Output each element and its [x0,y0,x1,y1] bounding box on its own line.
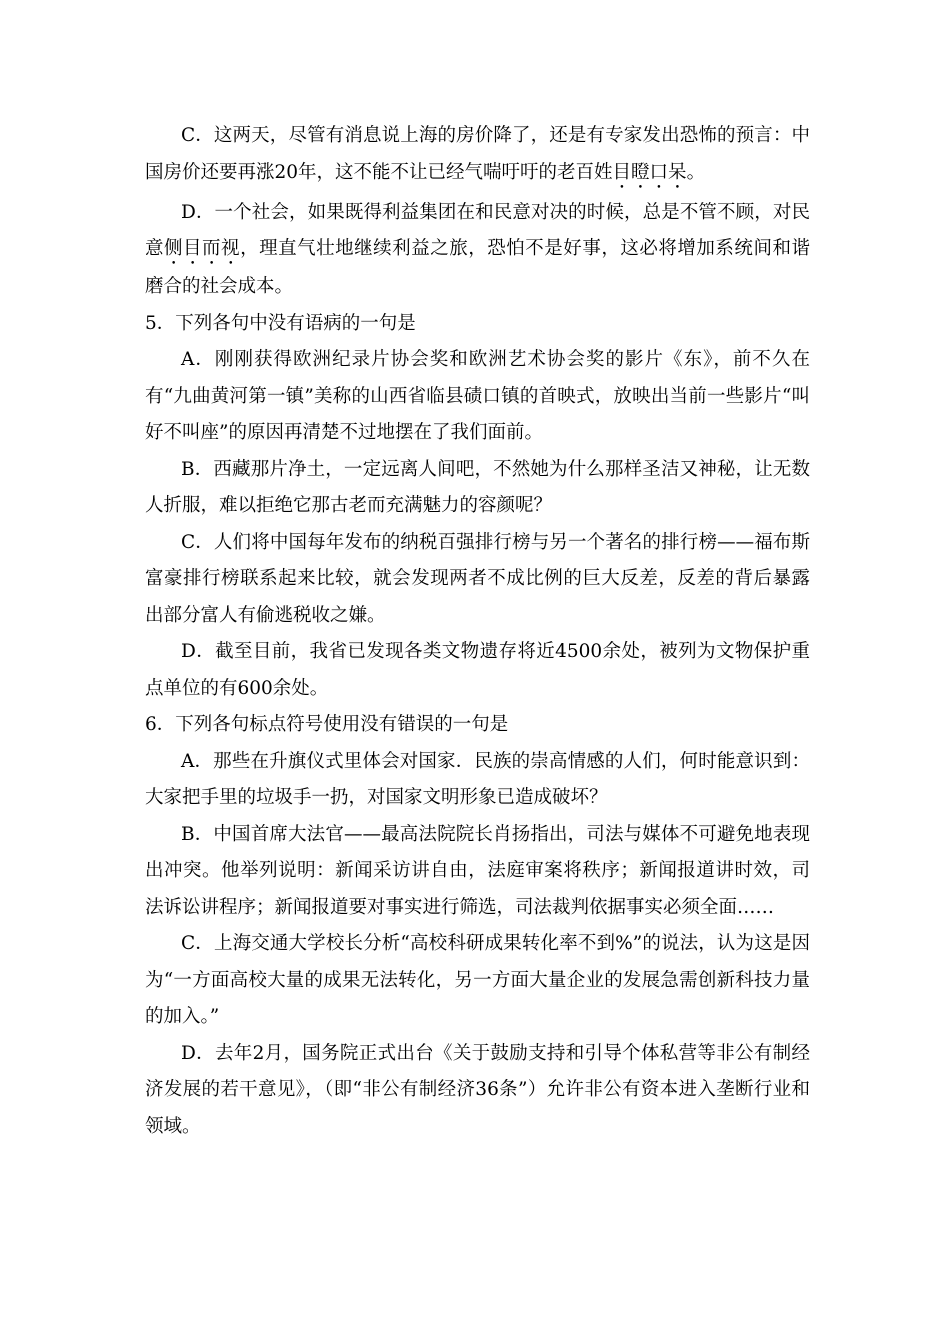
q4-option-c [145,118,810,193]
q5-option-a: A．刚刚获得欧洲纪录片协会奖和欧洲艺术协会奖的影片《东》，前不久在有“九曲黄河第一镇”美称的山西省临县碛口镇的首映式，放映出当前一些影片“叫好不叫座”的原因再清楚不过地摆在了我们面前。 [145,349,810,443]
q4-option-c-emphasized-idiom: 目瞪口呆 [612,161,687,183]
q6-option-d: D．去年2月，国务院正式出台《关于鼓励支持和引导个体私营等非公有制经济发展的若干意见》，（即“非公有制经济36条”）允许非公有资本进入垄断行业和领域。 [145,1042,810,1137]
q4-option-d-end: ，理直气壮地继续利益之旅，恐怕不是好事，这必将增加系统间和谐磨合的社会成本。 [145,238,810,297]
q4-option-c-text: C．这两天，尽管有消息说上海的房价降了，还是有专家发出恐怖的预言：中国房价还要再涨20年，这不能不让已经气喘吁吁的老百姓 [145,125,810,183]
q6-option-c: C．上海交通大学校长分析“高校科研成果转化率不到%”的说法，认为这是因为“一方面高校大量的成果无法转化，另一方面大量企业的发展急需创新科技力量的加入。” [145,933,810,1027]
q5-option-b: B．西藏那片净土，一定远离人间吧，不然她为什么那样圣洁又神秘，让无数人折服，难以拒绝它那古老而充满魅力的容颜呢？ [145,458,810,516]
q6-option-b: B．中国首席大法官——最高法院院长肖扬指出，司法与媒体不可避免地表现出冲突。他举列说明：新闻采访讲自由，法庭审案将秩序；新闻报道讲时效，司法诉讼讲程序；新闻报道要对事实进行筛选，司法裁判依据事实必须全面…… [145,823,810,918]
q5-option-d: D．截至目前，我省已发现各类文物遗存将近4500余处，被列为文物保护重点单位的有600余处。 [145,641,810,699]
q5-option-c: C．人们将中国每年发布的纳税百强排行榜与另一个著名的排行榜——福布斯富豪排行榜联系起来比较，就会发现两者不成比例的巨大反差，反差的背后暴露出部分富人有偷逃税收之嫌。 [145,531,810,626]
q4-option-c-end: 。 [686,161,706,183]
q6-option-a: A．那些在升旗仪式里体会对国家．民族的崇高情感的人们，何时能意识到：大家把手里的垃圾手一扔，对国家文明形象已造成破坏？ [145,750,810,808]
q4-option-d-emphasized-idiom: 侧目而视 [164,238,241,259]
q4-option-d [145,195,810,306]
q5-stem: 5．下列各句中没有语病的一句是 [145,312,416,334]
q6-stem: 6．下列各句标点符号使用没有错误的一句是 [145,714,509,735]
q4-option-d-text: D．一个社会，如果既得利益集团在和民意对决的时候，总是不管不顾，对民意 [145,201,810,259]
